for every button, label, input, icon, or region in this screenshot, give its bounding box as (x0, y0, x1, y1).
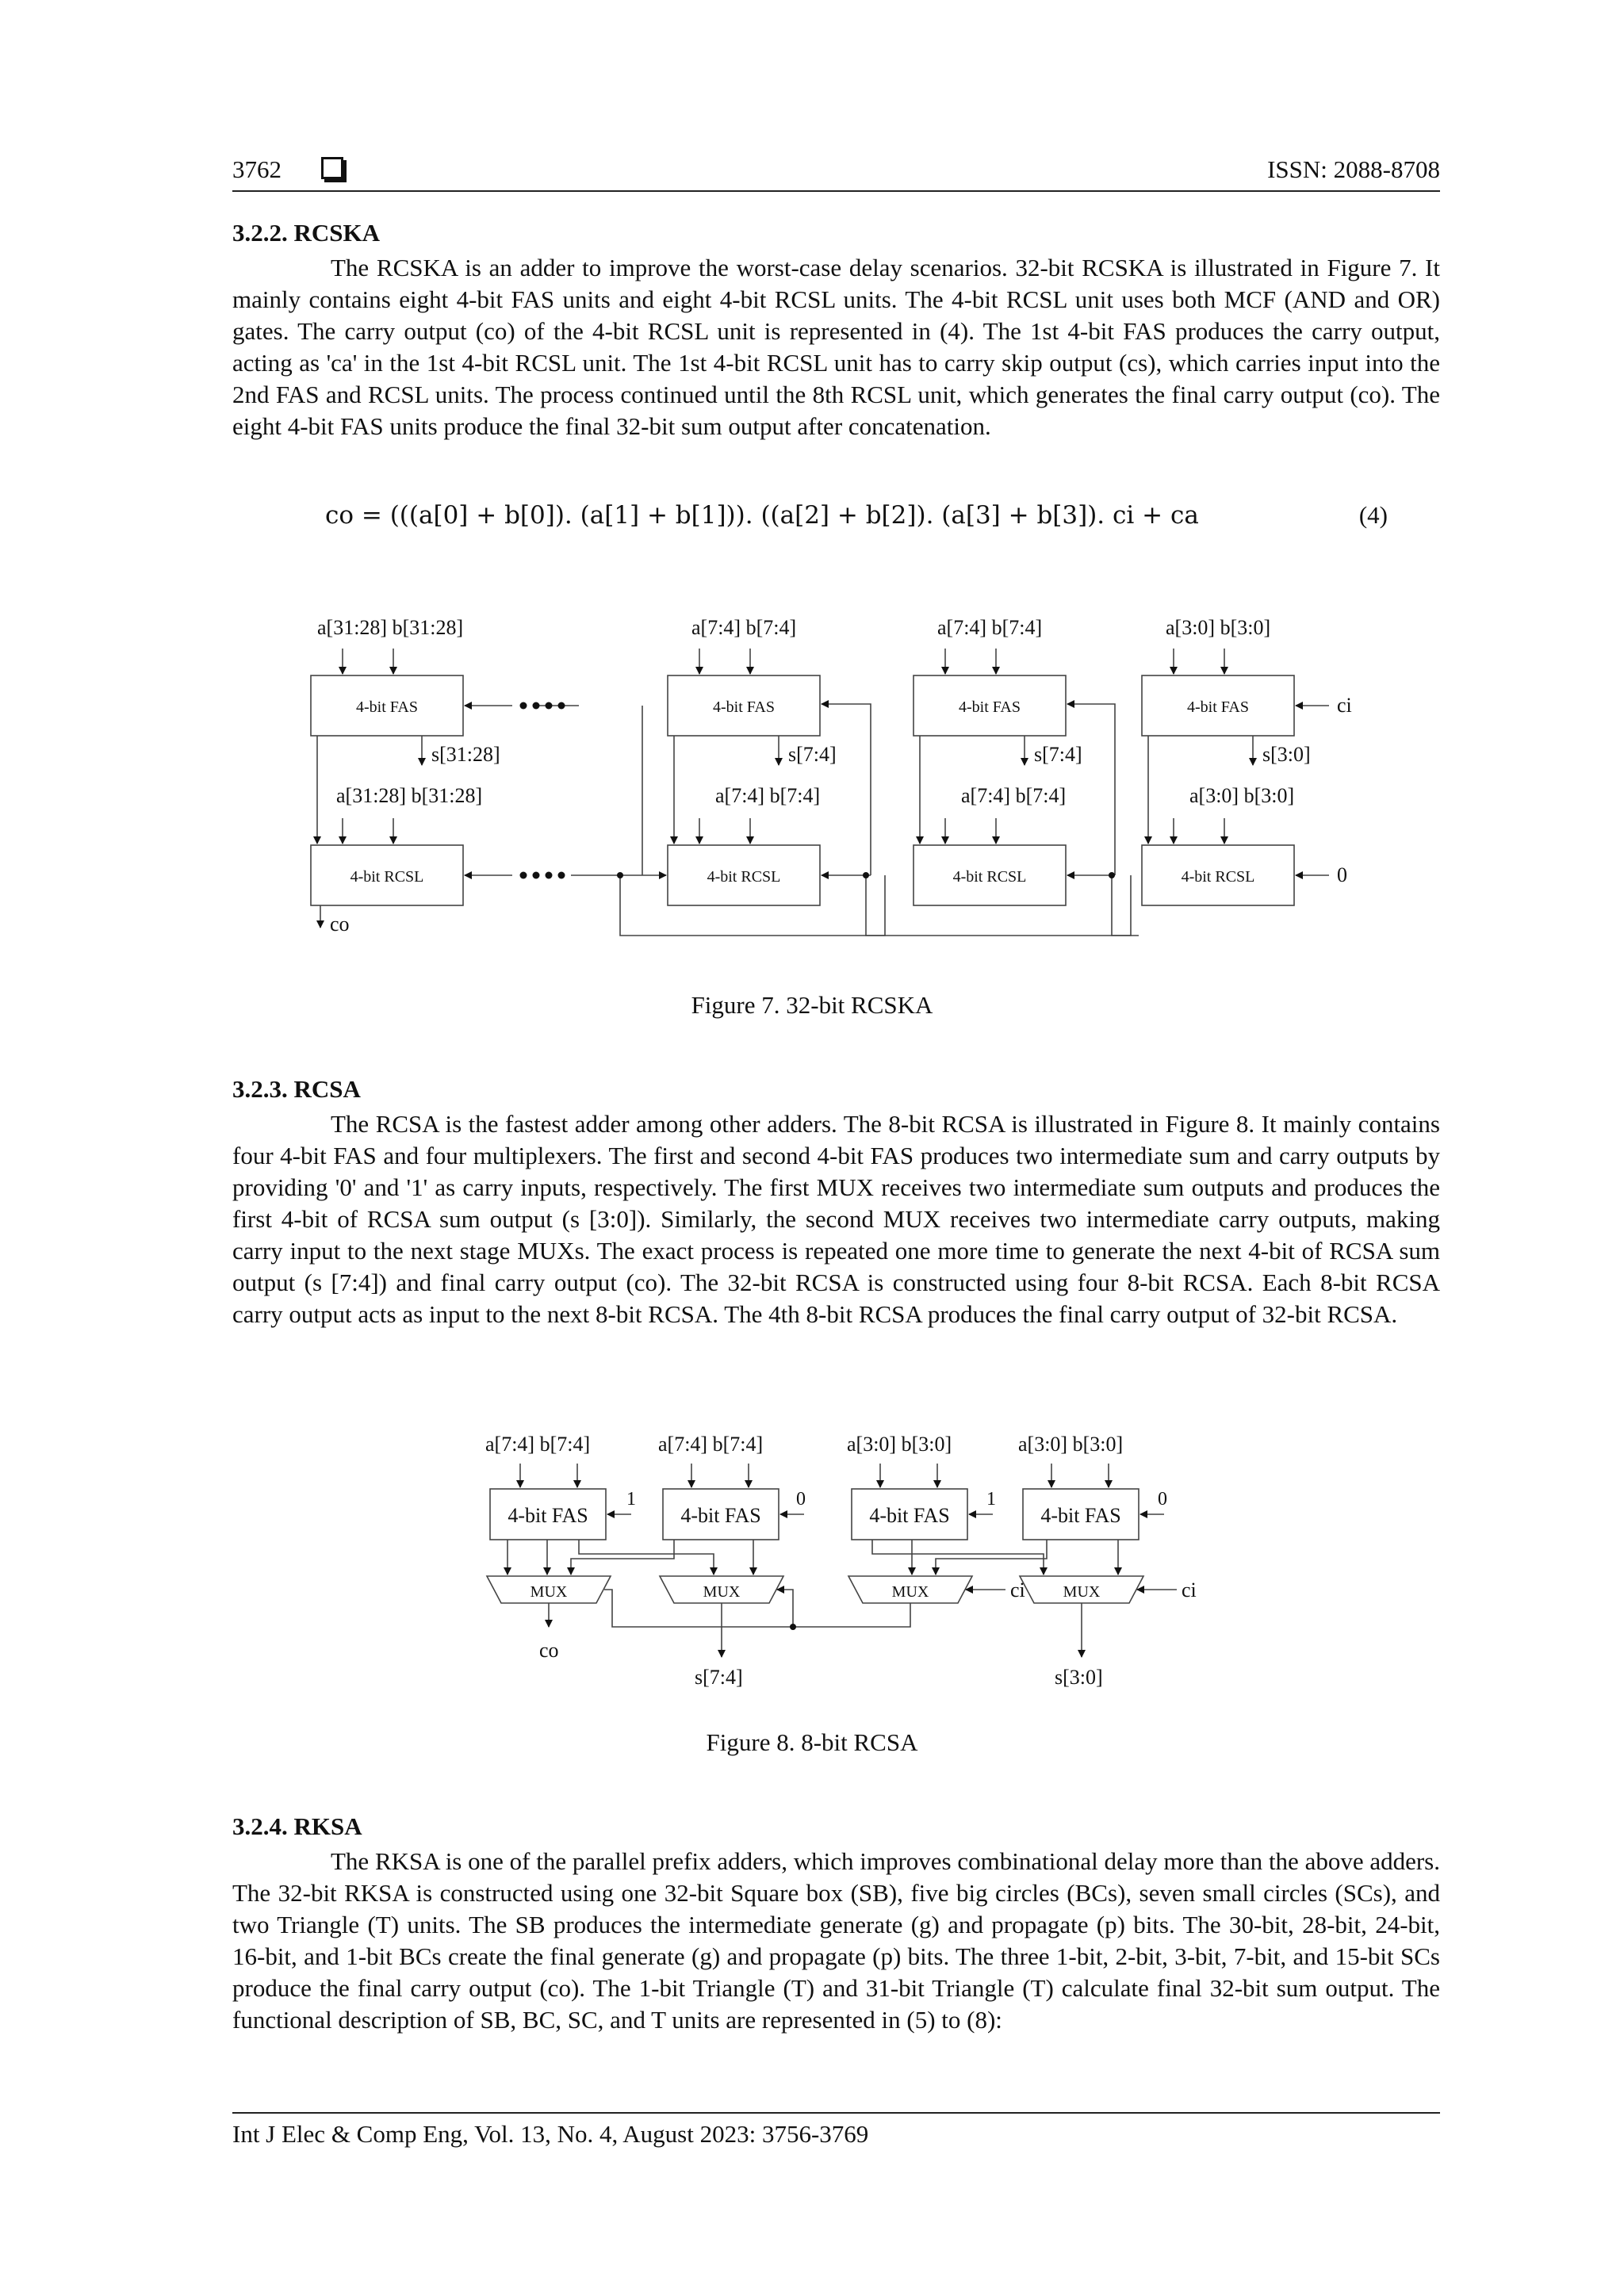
fig7-fas-1: 4-bit FAS (713, 698, 775, 716)
fig8-mux-2: MUX (891, 1583, 929, 1601)
fig8-output-s30: s[3:0] (1055, 1666, 1103, 1689)
square-bullet-icon (321, 157, 343, 179)
fig8-mux-1: MUX (703, 1583, 741, 1601)
fig7-mid-label-0: a[31:28] b[31:28] (336, 784, 483, 807)
fig7-top-label-0: a[31:28] b[31:28] (317, 616, 464, 639)
fig8-mux-3: MUX (1063, 1583, 1101, 1601)
fig7-sum-0: s[31:28] (431, 743, 500, 766)
fig7-carry-in: ci (1337, 694, 1352, 717)
running-header (232, 155, 1440, 192)
fig7-sum-3: s[3:0] (1262, 743, 1311, 766)
fig7-sum-2: s[7:4] (1034, 743, 1082, 766)
fig8-fas-1: 4-bit FAS (680, 1504, 761, 1527)
fig8-carry-in-2: 1 (986, 1489, 996, 1510)
fig7-mid-label-2: a[7:4] b[7:4] (961, 784, 1067, 807)
fig8-carry-in-0: 1 (626, 1489, 636, 1510)
fig7-fas-0: 4-bit FAS (356, 698, 418, 716)
fig7-top-label-1: a[7:4] b[7:4] (691, 616, 797, 639)
issn: ISSN: 2088-8708 (1267, 155, 1440, 183)
fig7-top-label-3: a[3:0] b[3:0] (1166, 616, 1271, 639)
fig7-rcsl-0: 4-bit RCSL (350, 868, 424, 886)
fig8-top-label-1: a[7:4] b[7:4] (658, 1433, 764, 1456)
fig8-mux-0: MUX (530, 1583, 568, 1601)
fig7-rcsl-2: 4-bit RCSL (952, 868, 1027, 886)
figure-7 (301, 603, 1380, 951)
page-number: 3762 (232, 155, 282, 183)
fig7-zero-in: 0 (1337, 863, 1347, 886)
fig8-output-co: co (539, 1639, 559, 1662)
section-heading-rksa: 3.2.4. RKSA (232, 1812, 362, 1840)
fig7-rcsl-3: 4-bit RCSL (1181, 868, 1255, 886)
running-footer: Int J Elec & Comp Eng, Vol. 13, No. 4, August 2023: 3756-3769 (232, 2112, 1440, 2149)
fig8-select-1: ci (1182, 1578, 1197, 1601)
equation-body: co = (((a[0] + b[0]). (a[1] + b[1])). ((a[2] + b[2]). (a[3] + b[3]). ci + ca (325, 501, 1199, 530)
fig8-top-label-2: a[3:0] b[3:0] (847, 1433, 952, 1456)
section-heading-rcska: 3.2.2. RCSKA (232, 219, 381, 247)
fig7-rcsl-1: 4-bit RCSL (707, 868, 781, 886)
section-heading-rcsa: 3.2.3. RCSA (232, 1075, 361, 1103)
fig7-fas-3: 4-bit FAS (1187, 698, 1249, 716)
fig7-sum-1: s[7:4] (788, 743, 837, 766)
fig8-select-0: ci (1010, 1578, 1025, 1601)
fig8-fas-0: 4-bit FAS (508, 1504, 588, 1527)
fig8-carry-in-3: 0 (1158, 1489, 1167, 1510)
fig8-fas-3: 4-bit FAS (1040, 1504, 1121, 1527)
equation-4 (325, 501, 1388, 541)
fig8-fas-2: 4-bit FAS (869, 1504, 950, 1527)
fig7-top-label-2: a[7:4] b[7:4] (937, 616, 1043, 639)
paragraph-rcsa: The RCSA is the fastest adder among other adders. The 8-bit RCSA is illustrated in Figure 8. It mainly contains four 4-bit FAS and four multiplexers. The first and second 4-bit FAS produces two intermediate sum and carry outputs by providing '0' and '1' as carry inputs, respectively. The first MUX receives two intermediate sum outputs and produces the first 4-bit of RCSA sum output (s [3:0]). Similarly, the second MUX receives two intermediate carry outputs, making carry input to the next stage MUXs. The exact process is repeated one more time to generate the next 4-bit of RCSA sum output (s [7:4]) and final carry output (co). The 32-bit RCSA is constructed using four 8-bit RCSA. Each 8-bit RCSA carry output acts as input to the next 8-bit RCSA. The 4th 8-bit RCSA produces the final carry output of 32-bit RCSA. (232, 1110, 1440, 1328)
figure-7-caption: Figure 7. 32-bit RCSKA (691, 991, 933, 1019)
fig8-top-label-3: a[3:0] b[3:0] (1018, 1433, 1124, 1456)
fig8-carry-in-1: 0 (796, 1489, 806, 1510)
paragraph-rcska: The RCSKA is an adder to improve the worst-case delay scenarios. 32-bit RCSKA is illustrated in Figure 7. It mainly contains eight 4-bit FAS units and eight 4-bit RCSL units. The 4-bit RCSL unit uses both MCF (AND and OR) gates. The carry output (co) of the 4-bit RCSL unit is represented in (4). The 1st 4-bit FAS produces the carry output, acting as 'ca' in the 1st 4-bit RCSL unit. The 1st 4-bit RCSL unit has to carry skip output (cs), which carries input into the 2nd FAS and RCSL units. The process continued until the 8th RCSL unit, which generates the final carry output (co). The eight 4-bit FAS units produce the final 32-bit sum output after concatenation. (232, 254, 1440, 440)
fig8-top-label-0: a[7:4] b[7:4] (485, 1433, 591, 1456)
fig7-mid-label-3: a[3:0] b[3:0] (1189, 784, 1295, 807)
fig7-mid-label-1: a[7:4] b[7:4] (715, 784, 821, 807)
equation-number: (4) (1358, 501, 1388, 529)
fig7-carry-out: co (330, 913, 350, 936)
fig7-fas-2: 4-bit FAS (959, 698, 1021, 716)
figure-8 (476, 1419, 1205, 1705)
fig8-output-s74: s[7:4] (695, 1666, 743, 1689)
paragraph-rksa: The RKSA is one of the parallel prefix adders, which improves combinational delay more than the above adders. The 32-bit RKSA is constructed using one 32-bit Square box (SB), five big circles (BCs), seven small circles (SCs), and two Triangle (T) units. The SB produces the intermediate generate (g) and propagate (p) bits. The 30-bit, 28-bit, 24-bit, 16-bit, and 1-bit BCs create the final generate (g) and propagate (p) bits. The three 1-bit, 2-bit, 3-bit, 7-bit, and 15-bit SCs produce the final carry output (co). The 1-bit Triangle (T) and 31-bit Triangle (T) calculate final 32-bit sum output. The functional description of SB, BC, SC, and T units are represented in (5) to (8): (232, 1847, 1440, 2034)
figure-8-caption: Figure 8. 8-bit RCSA (706, 1728, 918, 1756)
